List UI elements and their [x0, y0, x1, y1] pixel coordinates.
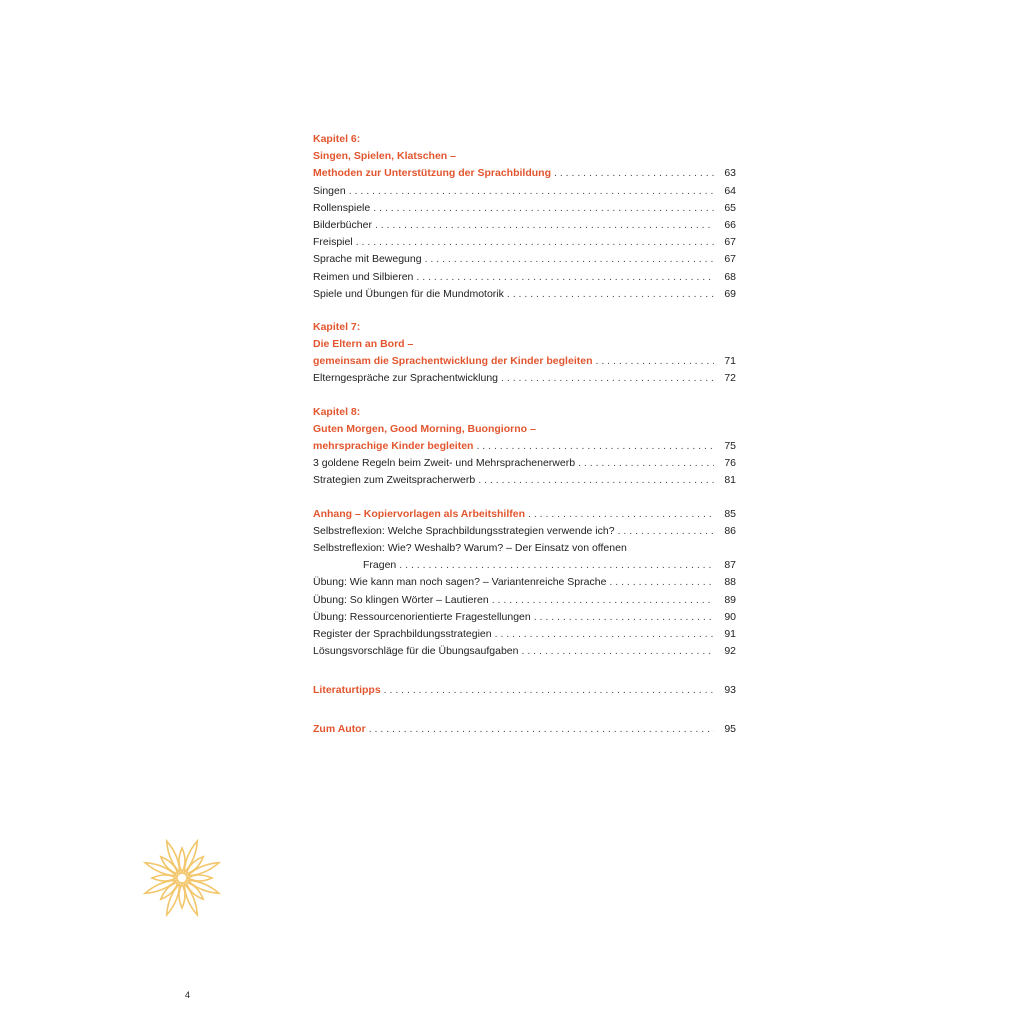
toc-entry[interactable] [313, 183, 736, 200]
toc-entry[interactable] [313, 472, 736, 489]
flower-petal [161, 882, 178, 899]
toc-entry[interactable] [313, 200, 736, 217]
page-number: 4 [185, 990, 191, 1000]
toc-entry-page: 85 [724, 507, 736, 520]
toc-entry-page: 63 [724, 167, 736, 180]
toc-entry[interactable] [313, 643, 736, 660]
toc-entry-page: 72 [724, 372, 736, 385]
toc-entry[interactable] [313, 592, 736, 609]
leader-dots [534, 609, 714, 626]
leader-dots [399, 557, 714, 574]
toc-entry-label: Register der Sprachbildungsstrategien [313, 627, 492, 640]
toc-entry-label: 3 goldene Regeln beim Zweit- und Mehrsprachenerwerb [313, 457, 576, 470]
toc-entry[interactable] [313, 506, 736, 523]
toc-entry-label: Literaturtipps [313, 684, 381, 697]
chapter-7-heading-title: Die Eltern an Bord – [313, 338, 414, 351]
leader-dots [596, 353, 715, 370]
table-of-contents [313, 131, 736, 739]
toc-entry-page: 95 [724, 723, 736, 736]
toc-entry-label: Elterngespräche zur Sprachentwicklung [313, 372, 499, 385]
toc-entry[interactable] [313, 370, 736, 387]
leader-dots [495, 626, 714, 643]
leader-dots [384, 682, 714, 699]
leader-dots [501, 370, 714, 387]
chapter-6-heading-label: Kapitel 6: [313, 133, 361, 145]
toc-entry-page: 66 [724, 218, 736, 231]
toc-entry-page: 81 [724, 474, 736, 487]
toc-entry-page: 67 [724, 236, 736, 249]
flower-petal [186, 882, 203, 899]
leader-dots [609, 574, 714, 591]
toc-entry-label: Übung: Ressourcenorientierte Fragestellungen [313, 610, 531, 623]
leader-dots [369, 721, 714, 738]
toc-entry[interactable] [313, 626, 736, 643]
toc-entry-page: 91 [724, 627, 736, 640]
toc-entry-label: Singen [313, 184, 346, 197]
leader-dots [476, 438, 714, 455]
chapter-6-heading-title: Singen, Spielen, Klatschen – [313, 150, 456, 163]
chapter-8-heading-label: Kapitel 8: [313, 405, 361, 418]
toc-entry-page: 88 [724, 576, 736, 589]
leader-dots [356, 234, 714, 251]
toc-chapter-7 [313, 319, 736, 388]
toc-entry[interactable] [313, 269, 736, 286]
toc-entry[interactable] [313, 234, 736, 251]
chapter-7-heading-label: Kapitel 7: [313, 320, 361, 333]
toc-entry[interactable] [313, 455, 736, 472]
toc-entry-label: Freispiel [313, 236, 353, 249]
leader-dots [373, 200, 714, 217]
chapter-8-heading-title: Guten Morgen, Good Morning, Buongiorno – [313, 422, 536, 435]
toc-entry[interactable] [313, 251, 736, 268]
daisy-flower-icon [138, 818, 242, 942]
leader-dots [507, 286, 714, 303]
toc-entry-label: gemeinsam die Sprachentwicklung der Kinder begleiten [313, 355, 593, 368]
toc-entry[interactable] [313, 523, 736, 540]
toc-entry-page: 87 [724, 559, 736, 572]
leader-dots [618, 523, 714, 540]
toc-entry-wrapped-line[interactable]: Selbstreflexion: Wie? Weshalb? Warum? – Der Einsatz von offenen [313, 541, 627, 554]
toc-entry-label: Zum Autor [313, 723, 366, 736]
toc-entry-label: Bilderbücher [313, 218, 372, 231]
toc-entry[interactable] [313, 574, 736, 591]
toc-entry-page: 90 [724, 610, 736, 623]
toc-entry-label: Spiele und Übungen für die Mundmotorik [313, 287, 504, 300]
toc-entry[interactable] [313, 353, 736, 370]
flower-petal [161, 857, 178, 874]
toc-entry[interactable] [313, 286, 736, 303]
toc-entry[interactable] [313, 557, 736, 574]
toc-entry-page: 89 [724, 593, 736, 606]
toc-entry-page: 75 [724, 440, 736, 452]
toc-entry-label: Rollenspiele [313, 201, 371, 214]
toc-entry-label: Fragen [363, 559, 397, 572]
toc-author [313, 721, 736, 738]
toc-entry-page: 93 [724, 684, 736, 697]
leader-dots [425, 251, 714, 268]
toc-entry-page: 86 [724, 524, 736, 537]
toc-entry-label: Reimen und Silbieren [313, 270, 414, 283]
toc-entry-label: Methoden zur Unterstützung der Sprachbildung [313, 167, 551, 180]
toc-chapter-8 [313, 404, 736, 490]
toc-entry-label: Lösungsvorschläge für die Übungsaufgaben [313, 645, 519, 658]
toc-entry[interactable] [313, 217, 736, 234]
flower-petal [186, 857, 203, 874]
toc-entry-page: 76 [724, 457, 736, 470]
toc-entry[interactable] [313, 721, 736, 738]
toc-entry-page: 92 [724, 645, 736, 658]
leader-dots [416, 269, 714, 286]
toc-chapter-6 [313, 131, 736, 303]
toc-entry-page: 64 [724, 184, 736, 197]
toc-entry-page: 68 [724, 270, 736, 283]
toc-entry-page: 65 [724, 201, 736, 214]
toc-entry[interactable] [313, 682, 736, 699]
toc-entry[interactable] [313, 609, 736, 626]
toc-appendix [313, 506, 736, 661]
toc-entry-label: Übung: So klingen Wörter – Lautieren [313, 593, 489, 606]
leader-dots [349, 183, 714, 200]
toc-entry-label: Sprache mit Bewegung [313, 253, 422, 266]
toc-entry-label: Selbstreflexion: Welche Sprachbildungsstrategien verwende ich? [313, 524, 615, 537]
leader-dots [528, 506, 714, 523]
leader-dots [492, 592, 714, 609]
leader-dots [478, 472, 714, 489]
toc-entry-page: 71 [724, 355, 736, 368]
toc-entry-label: Anhang – Kopiervorlagen als Arbeitshilfen [313, 507, 525, 520]
leader-dots [554, 165, 714, 182]
toc-entry[interactable] [313, 438, 736, 455]
toc-entry-page: 67 [724, 253, 736, 266]
toc-entry-label: mehrsprachige Kinder begleiten [313, 440, 474, 452]
leader-dots [578, 455, 714, 472]
leader-dots [521, 643, 714, 660]
toc-entry-label: Strategien zum Zweitspracherwerb [313, 474, 476, 487]
toc-entry-page: 69 [724, 287, 736, 300]
toc-entry[interactable] [313, 165, 736, 182]
toc-entry-label: Übung: Wie kann man noch sagen? – Variantenreiche Sprache [313, 576, 607, 589]
leader-dots [375, 217, 714, 234]
toc-literature [313, 682, 736, 699]
